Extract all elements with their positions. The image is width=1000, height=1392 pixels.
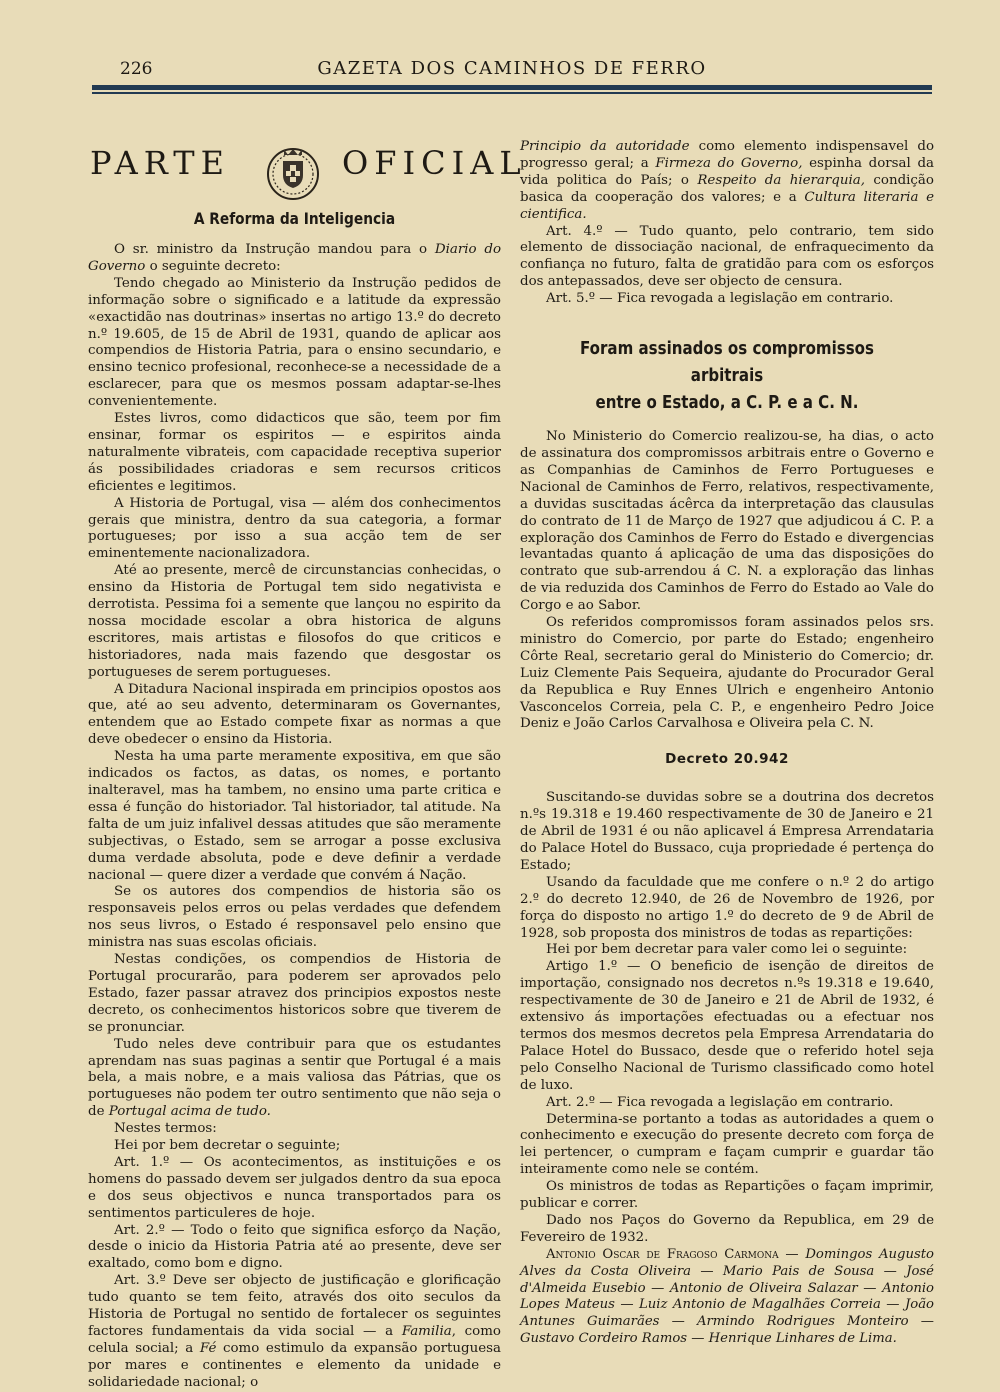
article-title: Foram assinados os compromissos arbitrais entre o Estado, a C. P. e a C. N. — [579, 339, 874, 414]
portuguese-coat-of-arms-icon — [262, 141, 324, 203]
signatures: Antonio Oscar de Fragoso Carmona — Domingos Augusto Alves da Costa Oliveira — Mario Pais de Sousa — José d'Almeida Eusebio — Antonio de Oliveira Salazar — Antonio Lopes Mateus — Luiz Antonio de Magalhães Correia — João Antunes Guimarães — Armindo Rodrigues Monteiro — Gustavo Cordeiro Ramos — Henrique Linhares de Lima. — [520, 1246, 934, 1347]
section-word-parte: PARTE — [90, 144, 230, 182]
article-paragraph: Art. 2.º — Fica revogada a legislação em contrario. — [546, 1094, 894, 1110]
page-header — [92, 56, 932, 86]
paragraph: A Historia de Portugal, visa — além dos conhecimentos gerais que ministra, dentro da sua categoria, a formar portugueses; por isso a sua acção tem de ser eminentemente nacionalizadora. — [88, 495, 501, 562]
section-word-oficial: OFICIAL — [342, 144, 527, 182]
article-paragraph: Art. 1.º — Os acontecimentos, as instituições e os homens do passado devem ser julgados dentro da sua epoca e dos seus objectivos e nunca transportados para os sentimentos particuleres de hoje. — [88, 1154, 501, 1221]
article-paragraph: Art. 4.º — Tudo quanto, pelo contrario, tem sido elemento de dissociação nacional, de enfraquecimento da confiança no futuro, falta de gratidão para com os esforços dos antepassados, deve ser objecto de censura. — [520, 223, 934, 290]
journal-title: GAZETA DOS CAMINHOS DE FERRO — [317, 58, 707, 79]
paragraph: Até ao presente, mercê de circunstancias conhecidas, o ensino da Historia de Portugal tem sido negativista e derrotista. Pessima foi a semente que lançou no espirito da nossa mocidade escolar a obra historica de alguns escritores, mais artistas e filosofos do que criticos e historiadores, nada mais fazendo que desgostar os portugueses de serem portugueses. — [88, 563, 501, 680]
paragraph: Hei por bem decretar para valer como lei o seguinte: — [546, 942, 908, 958]
paragraph: Usando da faculdade que me confere o n.º 2 do artigo 2.º do decreto 12.940, de 26 de Novembro de 1926, por força do disposto no artigo 1.º do decreto de 9 de Abril de 1928, sob proposta dos ministros de todas as repartições: — [520, 874, 934, 941]
paragraph: Dado nos Paços do Governo da Republica, em 29 de Fevereiro de 1932. — [520, 1212, 934, 1245]
paragraph: Estes livros, como didacticos que são, teem por fim ensinar, formar os espiritos — e espiritos ainda naturalmente vibrateis, com capacidade receptiva superior ás possibilidades criadoras e sem recursos criticos eficientes e legitimos. — [88, 411, 501, 494]
right-column — [520, 139, 934, 1348]
paragraph: Se os autores dos compendios de historia são os responsaveis pelos erros ou pelas verdades que defendem nos seus livros, o Estado é responsavel pelo ensino que ministra nas suas escolas oficiais. — [88, 884, 501, 951]
paragraph: Os referidos compromissos foram assinados pelos srs. ministro do Comercio, por parte do Estado; engenheiro Côrte Real, secretario geral do Ministerio do Comercio; dr. Luiz Clemente Pais Sequeira, ajudante do Procurador Geral da Republica e Ruy Ennes Ulrich e engenheiro Antonio Vasconcelos Correia, pela C. P., e engenheiro Pedro Joice Deniz e João Carlos Carvalhosa e Oliveira pela C. N. — [520, 615, 934, 732]
paragraph: A Ditadura Nacional inspirada em principios opostos aos que, até ao seu advento, determinaram os Governantes, entendem que ao Estado compete fixar as normas a que deve obedecer o ensino da Historia. — [88, 681, 501, 748]
decree-title: Decreto 20.942 — [665, 751, 789, 768]
paragraph: Determina-se portanto a todas as autoridades a quem o conhecimento e execução do presente decreto com força de lei pertencer, o cumpram e façam cumprir e guardar tão inteiramente como nele se contém. — [520, 1111, 934, 1178]
header-rule — [92, 85, 932, 90]
page-number: 226 — [120, 59, 153, 79]
paragraph: Hei por bem decretar o seguinte; — [114, 1138, 341, 1154]
left-column — [88, 144, 527, 1392]
paragraph: Tudo neles deve contribuir para que os estudantes aprendam nas suas paginas a sentir que Portugal é a mais bela, a mais nobre, e a mais valiosa das Pátrias, que os portugueses não podem ter outro sentimento que não seja o de Portugal acima de tudo. — [88, 1036, 501, 1120]
header-rule-thin — [92, 92, 932, 94]
article-paragraph: Artigo 1.º — O beneficio de isenção de direitos de importação, consignado nos decretos n.ºs 19.318 e 19.640, respectivamente de 30 de Janeiro e 21 de Abril de 1932, é extensivo ás importações efectuadas ou a efectuar nos termos dos mesmos decretos pela Empresa Arrendataria do Palace Hotel do Bussaco, desde que o referido hotel seja pelo Conselho Nacional de Turismo classificado como hotel de luxo. — [520, 959, 934, 1093]
article-paragraph: Art. 2.º — Todo o feito que significa esforço da Nação, desde o inicio da Historia Patria até ao presente, deve ser exaltado, como bom e digno. — [88, 1222, 501, 1272]
paragraph: Os ministros de todas as Repartições o façam imprimir, publicar e correr. — [520, 1179, 934, 1212]
paragraph: Nestas condições, os compendios de Historia de Portugal procurarão, para poderem ser aprovados pelo Estado, fazer passar atravez dos principios expostos neste decreto, os conhecimentos historicos sobre que tiverem de se pronunciar. — [88, 952, 501, 1035]
section-heading — [90, 144, 527, 192]
paragraph: Tendo chegado ao Ministerio da Instrução pedidos de informação sobre o significado e a latitude da expressão «exactidão nas doutrinas» insertas no artigo 13.º do decreto n.º 19.605, de 15 de Abril de 1931, quando de aplicar aos compendios de Historia Patria, para o ensino secundario, e ensino tecnico profesional, reconhece-se a necessidade de a esclarecer, para que os mesmos possam adaptar-se-lhes convenientemente. — [88, 275, 501, 410]
article-paragraph: Art. 3.º Deve ser objecto de justificação e glorificação tudo quanto se tem feito, através dos oito seculos da Historia de Portugal no sentido de fortalecer os seguintes factores fundamentais da vida social — a Familia, como celula social; a Fé como estimulo da expansão portuguesa por mares e continentes e elemento da unidade e solidariedade nacional; o — [88, 1273, 502, 1390]
paragraph-continued: Principio da autoridade como elemento indispensavel do progresso geral; a Firmeza do Governo, espinha dorsal da vida politica do País; o Respeito da hierarquia, condição basica da cooperação dos valores; e a Cultura literaria e cientifica. — [520, 139, 935, 222]
article-paragraph: Art. 5.º — Fica revogada a legislação em contrario. — [546, 291, 894, 307]
paragraph: No Ministerio do Comercio realizou-se, ha dias, o acto de assinatura dos compromissos arbitrais entre o Governo e as Companhias de Caminhos de Ferro Portugueses e Nacional de Caminhos de Ferro, relativos, respectivamente, a duvidas suscitadas ácêrca da interpretação das clausulas do contrato de 11 de Março de 1927 que adjudicou á C. P. a exploração dos Caminhos de Ferro do Estado e divergencias levantadas quanto á aplicação de uma das disposições do contrato que sub-arrendou á C. N. a exploração das linhas de via reduzida dos Caminhos de Ferro do Estado ao Vale do Corgo e ao Sabor. — [520, 429, 934, 614]
article-title: A Reforma da Inteligencia — [193, 209, 396, 228]
paragraph: Suscitando-se duvidas sobre se a doutrina dos decretos n.ºs 19.318 e 19.460 respectivamente de 30 de Janeiro e 21 de Abril de 1931 é ou não aplicavel á Empresa Arrendataria do Palace Hotel do Bussaco, cuja propriedade é pertença do Estado; — [520, 790, 934, 873]
paragraph: Nesta ha uma parte meramente expositiva, em que são indicados os factos, as datas, os nomes, e portanto inalteravel, mas ha tambem, no ensino uma parte critica e essa é função do historiador. Tal historiador, tal atitude. Na falta de um juiz infalivel dessas atitudes que são meramente subjectivas, o Estado, sem se arrogar a posse exclusiva duma verdade absoluta, pode e deve definir a verdade nacional — quere dizer a verdade que convém á Nação. — [88, 749, 501, 883]
paragraph: Nestes termos: — [114, 1121, 217, 1137]
paragraph: O sr. ministro da Instrução mandou para o Diario do Governo o seguinte decreto: — [88, 242, 502, 274]
